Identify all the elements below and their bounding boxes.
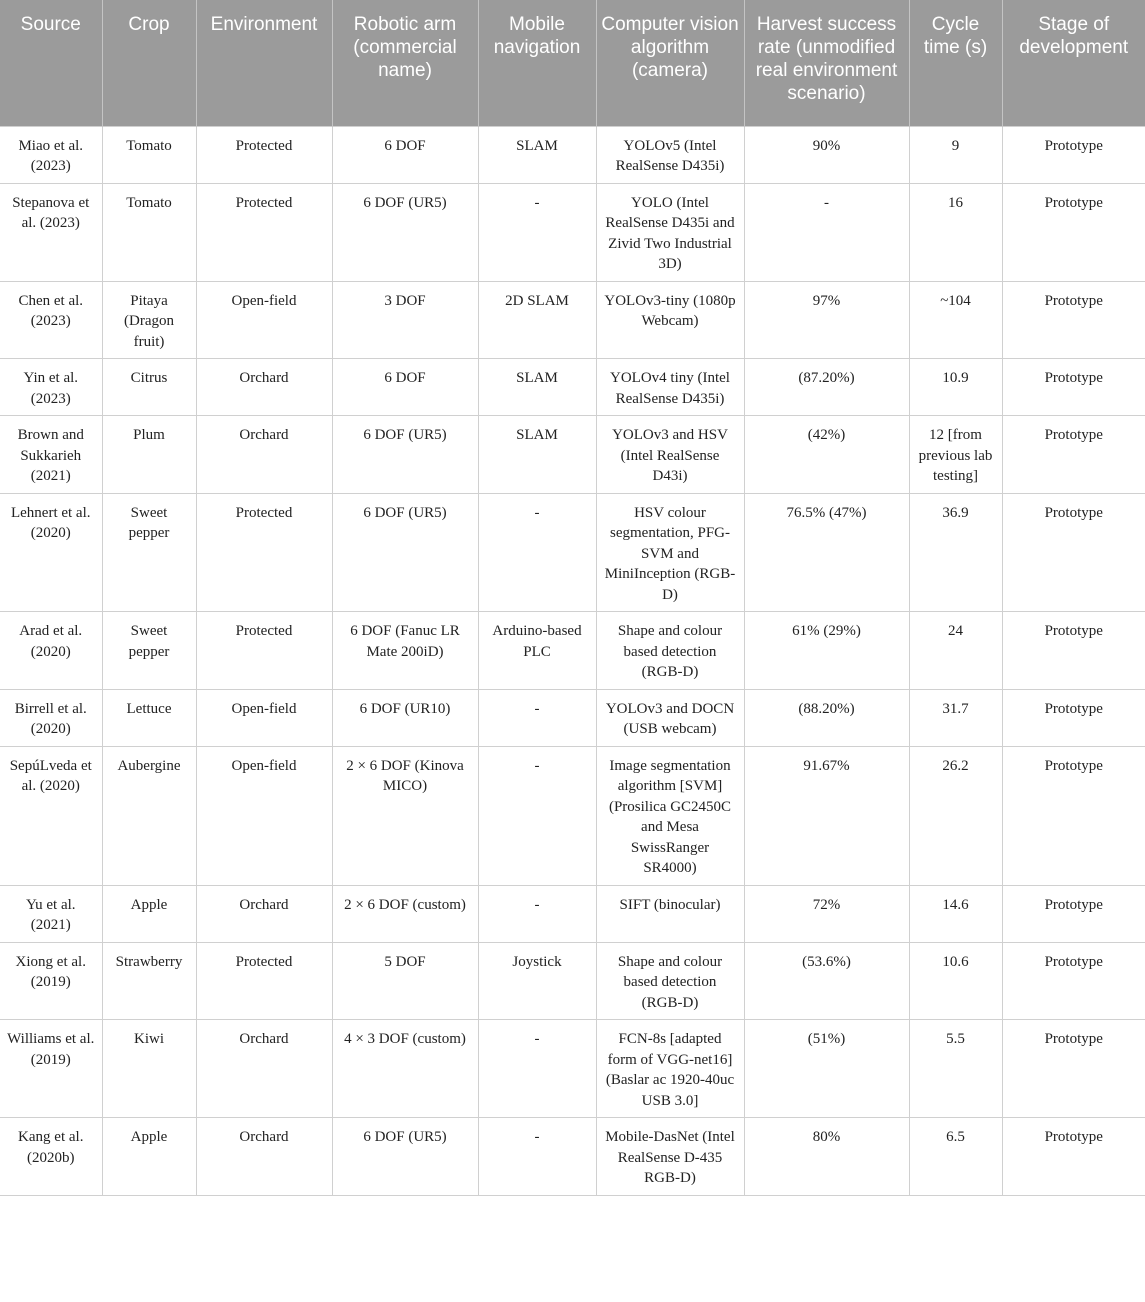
- crop-cell: Pitaya (Dragon fruit): [102, 281, 196, 359]
- crop-cell: Strawberry: [102, 942, 196, 1020]
- computer-vision-cell: Image segmentation algorithm [SVM] (Prosilica GC2450C and Mesa SwissRanger SR4000): [596, 746, 744, 885]
- cycle-time-cell: 10.6: [909, 942, 1002, 1020]
- harvest-success-rate-cell: (88.20%): [744, 689, 909, 746]
- table-row: [0, 689, 1145, 746]
- mobile-navigation-cell: -: [478, 885, 596, 942]
- computer-vision-cell: YOLOv3 and DOCN (USB webcam): [596, 689, 744, 746]
- mobile-navigation-cell: Joystick: [478, 942, 596, 1020]
- crop-cell: Tomato: [102, 183, 196, 281]
- stage-cell: Prototype: [1002, 493, 1145, 612]
- harvest-success-rate-cell: 91.67%: [744, 746, 909, 885]
- environment-cell: Orchard: [196, 885, 332, 942]
- harvest-success-rate-cell: 97%: [744, 281, 909, 359]
- stage-cell: Prototype: [1002, 1020, 1145, 1118]
- harvest-success-rate-cell: 76.5% (47%): [744, 493, 909, 612]
- mobile-navigation-cell: -: [478, 746, 596, 885]
- computer-vision-cell: YOLOv5 (Intel RealSense D435i): [596, 126, 744, 183]
- robotic-arm-cell: 6 DOF (Fanuc LR Mate 200iD): [332, 612, 478, 690]
- crop-cell: Sweet pepper: [102, 612, 196, 690]
- computer-vision-cell: YOLO (Intel RealSense D435i and Zivid Two Industrial 3D): [596, 183, 744, 281]
- environment-cell: Protected: [196, 493, 332, 612]
- source-cell: Arad et al. (2020): [0, 612, 102, 690]
- cycle-time-cell: 16: [909, 183, 1002, 281]
- table-row: [0, 1020, 1145, 1118]
- harvest-success-rate-cell: (87.20%): [744, 359, 909, 416]
- mobile-navigation-cell: -: [478, 689, 596, 746]
- source-cell: SepúLveda et al. (2020): [0, 746, 102, 885]
- cycle-time-cell: 10.9: [909, 359, 1002, 416]
- source-cell: Williams et al. (2019): [0, 1020, 102, 1118]
- stage-cell: Prototype: [1002, 746, 1145, 885]
- computer-vision-cell: Mobile-DasNet (Intel RealSense D-435 RGB-D): [596, 1118, 744, 1196]
- table-row: [0, 1118, 1145, 1196]
- harvest-success-rate-cell: 80%: [744, 1118, 909, 1196]
- crop-cell: Lettuce: [102, 689, 196, 746]
- table-row: [0, 612, 1145, 690]
- stage-cell: Prototype: [1002, 126, 1145, 183]
- mobile-navigation-cell: SLAM: [478, 359, 596, 416]
- source-cell: Miao et al. (2023): [0, 126, 102, 183]
- stage-cell: Prototype: [1002, 183, 1145, 281]
- table-row: [0, 885, 1145, 942]
- table-header: [0, 0, 1145, 126]
- stage-cell: Prototype: [1002, 359, 1145, 416]
- crop-cell: Apple: [102, 885, 196, 942]
- computer-vision-cell: YOLOv3-tiny (1080p Webcam): [596, 281, 744, 359]
- cycle-time-cell: 31.7: [909, 689, 1002, 746]
- stage-cell: Prototype: [1002, 281, 1145, 359]
- harvest-success-rate-cell: 90%: [744, 126, 909, 183]
- harvest-success-rate-cell: -: [744, 183, 909, 281]
- stage-cell: Prototype: [1002, 885, 1145, 942]
- header-crop: Crop: [102, 0, 196, 126]
- environment-cell: Orchard: [196, 1020, 332, 1118]
- environment-cell: Protected: [196, 612, 332, 690]
- mobile-navigation-cell: SLAM: [478, 416, 596, 494]
- header-harvest-success-rate: Harvest success rate (unmodified real environment scenario): [744, 0, 909, 126]
- stage-cell: Prototype: [1002, 612, 1145, 690]
- mobile-navigation-cell: -: [478, 183, 596, 281]
- table-row: [0, 493, 1145, 612]
- robotic-arm-cell: 5 DOF: [332, 942, 478, 1020]
- source-cell: Yin et al. (2023): [0, 359, 102, 416]
- cycle-time-cell: 36.9: [909, 493, 1002, 612]
- cycle-time-cell: 6.5: [909, 1118, 1002, 1196]
- crop-cell: Tomato: [102, 126, 196, 183]
- harvest-success-rate-cell: (53.6%): [744, 942, 909, 1020]
- table-row: [0, 359, 1145, 416]
- header-cycle-time: Cycle time (s): [909, 0, 1002, 126]
- table-row: [0, 281, 1145, 359]
- crop-cell: Apple: [102, 1118, 196, 1196]
- cycle-time-cell: 26.2: [909, 746, 1002, 885]
- robotic-arm-cell: 6 DOF: [332, 359, 478, 416]
- table-row: [0, 942, 1145, 1020]
- source-cell: Chen et al. (2023): [0, 281, 102, 359]
- computer-vision-cell: YOLOv4 tiny (Intel RealSense D435i): [596, 359, 744, 416]
- environment-cell: Orchard: [196, 1118, 332, 1196]
- cycle-time-cell: 14.6: [909, 885, 1002, 942]
- cycle-time-cell: 24: [909, 612, 1002, 690]
- mobile-navigation-cell: -: [478, 1020, 596, 1118]
- environment-cell: Protected: [196, 942, 332, 1020]
- computer-vision-cell: FCN-8s [adapted form of VGG-net16] (Baslar ac 1920-40uc USB 3.0]: [596, 1020, 744, 1118]
- stage-cell: Prototype: [1002, 416, 1145, 494]
- mobile-navigation-cell: 2D SLAM: [478, 281, 596, 359]
- environment-cell: Open-field: [196, 281, 332, 359]
- environment-cell: Protected: [196, 126, 332, 183]
- environment-cell: Protected: [196, 183, 332, 281]
- table-row: [0, 746, 1145, 885]
- robotic-arm-cell: 2 × 6 DOF (custom): [332, 885, 478, 942]
- computer-vision-cell: YOLOv3 and HSV (Intel RealSense D43i): [596, 416, 744, 494]
- stage-cell: Prototype: [1002, 689, 1145, 746]
- source-cell: Lehnert et al. (2020): [0, 493, 102, 612]
- robotic-arm-cell: 6 DOF (UR5): [332, 1118, 478, 1196]
- mobile-navigation-cell: Arduino-based PLC: [478, 612, 596, 690]
- crop-cell: Aubergine: [102, 746, 196, 885]
- environment-cell: Orchard: [196, 359, 332, 416]
- cycle-time-cell: 5.5: [909, 1020, 1002, 1118]
- cycle-time-cell: 9: [909, 126, 1002, 183]
- header-robotic-arm: Robotic arm (commercial name): [332, 0, 478, 126]
- robotic-arm-cell: 6 DOF (UR10): [332, 689, 478, 746]
- computer-vision-cell: SIFT (binocular): [596, 885, 744, 942]
- source-cell: Stepanova et al. (2023): [0, 183, 102, 281]
- source-cell: Xiong et al. (2019): [0, 942, 102, 1020]
- cycle-time-cell: 12 [from previous lab testing]: [909, 416, 1002, 494]
- robotic-arm-cell: 6 DOF: [332, 126, 478, 183]
- harvest-success-rate-cell: 72%: [744, 885, 909, 942]
- mobile-navigation-cell: -: [478, 1118, 596, 1196]
- robotic-arm-cell: 6 DOF (UR5): [332, 493, 478, 612]
- table-row: [0, 416, 1145, 494]
- mobile-navigation-cell: SLAM: [478, 126, 596, 183]
- robotic-arm-cell: 3 DOF: [332, 281, 478, 359]
- stage-cell: Prototype: [1002, 1118, 1145, 1196]
- header-source: Source: [0, 0, 102, 126]
- header-computer-vision: Computer vision algorithm (camera): [596, 0, 744, 126]
- crop-cell: Sweet pepper: [102, 493, 196, 612]
- harvest-success-rate-cell: (42%): [744, 416, 909, 494]
- environment-cell: Open-field: [196, 746, 332, 885]
- mobile-navigation-cell: -: [478, 493, 596, 612]
- harvest-success-rate-cell: 61% (29%): [744, 612, 909, 690]
- crop-cell: Kiwi: [102, 1020, 196, 1118]
- source-cell: Brown and Sukkarieh (2021): [0, 416, 102, 494]
- header-mobile-navigation: Mobile navigation: [478, 0, 596, 126]
- computer-vision-cell: Shape and colour based detection (RGB-D): [596, 942, 744, 1020]
- robotic-arm-cell: 6 DOF (UR5): [332, 416, 478, 494]
- header-environment: Environment: [196, 0, 332, 126]
- crop-cell: Citrus: [102, 359, 196, 416]
- environment-cell: Open-field: [196, 689, 332, 746]
- table-row: [0, 126, 1145, 183]
- robotic-arm-cell: 4 × 3 DOF (custom): [332, 1020, 478, 1118]
- cycle-time-cell: ~104: [909, 281, 1002, 359]
- harvest-success-rate-cell: (51%): [744, 1020, 909, 1118]
- source-cell: Birrell et al. (2020): [0, 689, 102, 746]
- table-row: [0, 183, 1145, 281]
- source-cell: Kang et al. (2020b): [0, 1118, 102, 1196]
- table-body: [0, 126, 1145, 1195]
- computer-vision-cell: HSV colour segmentation, PFG-SVM and MiniInception (RGB-D): [596, 493, 744, 612]
- robotic-arm-cell: 2 × 6 DOF (Kinova MICO): [332, 746, 478, 885]
- environment-cell: Orchard: [196, 416, 332, 494]
- header-row: [0, 0, 1145, 126]
- robotic-arm-cell: 6 DOF (UR5): [332, 183, 478, 281]
- header-stage-of-development: Stage of development: [1002, 0, 1145, 126]
- crop-cell: Plum: [102, 416, 196, 494]
- source-cell: Yu et al. (2021): [0, 885, 102, 942]
- computer-vision-cell: Shape and colour based detection (RGB-D): [596, 612, 744, 690]
- stage-cell: Prototype: [1002, 942, 1145, 1020]
